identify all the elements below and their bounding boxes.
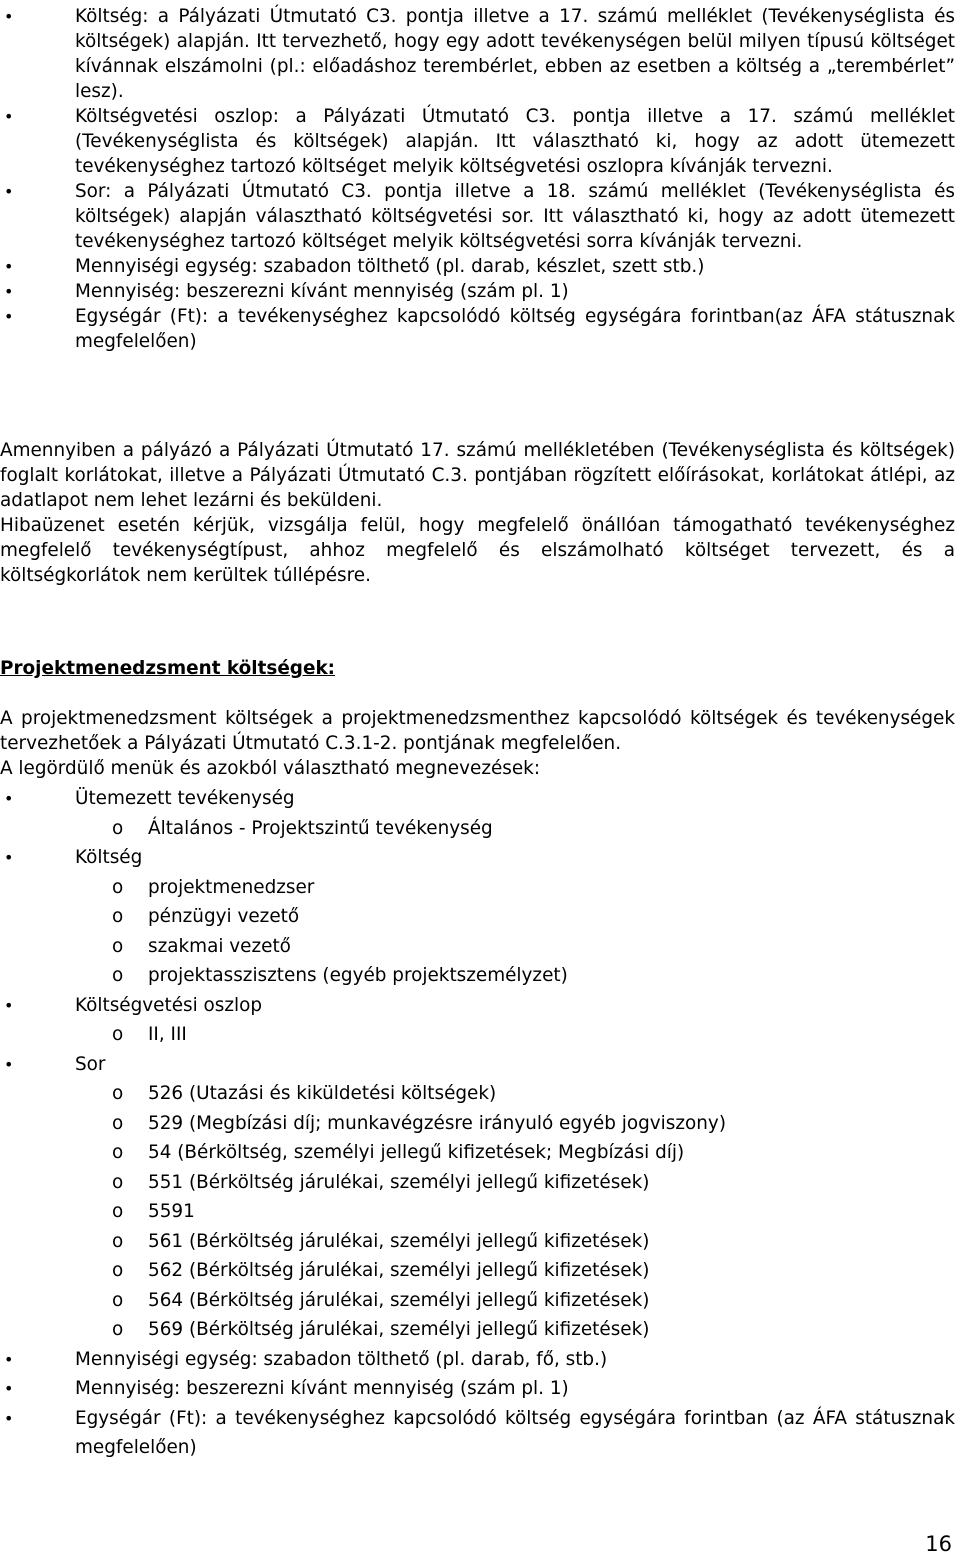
sub-bullet-icon: o [112, 1319, 124, 1340]
bullet-icon: • [4, 848, 14, 867]
menu-option-text: 561 (Bérköltség járulékai, személyi jellegű kifizetések) [148, 1230, 650, 1252]
bullet-icon: • [4, 7, 14, 26]
menu-group-koltsegvetesi-oszlop [0, 991, 955, 1021]
menu-option-text: 5591 [148, 1201, 195, 1222]
menu-option [0, 873, 960, 903]
bullet-text: Mennyiségi egység: szabadon tölthető (pl. darab, fő, stb.) [75, 1348, 608, 1370]
menu-option [0, 1020, 960, 1050]
sub-bullet-icon: o [112, 1201, 124, 1222]
bullet-text: Egységár (Ft): a tevékenységhez kapcsolódó költség egységára forintban (az ÁFA státusznak megfelelően) [75, 1407, 955, 1458]
menu-option [0, 1197, 960, 1227]
menu-option-text: projektasszisztens (egyéb projektszemélyzet) [148, 965, 568, 986]
menu-group-label: Költségvetési oszlop [75, 994, 263, 1016]
menu-option [0, 1286, 960, 1316]
top-bullet-list [0, 4, 960, 354]
menu-option-text: 526 (Utazási és kiküldetési költségek) [148, 1083, 497, 1104]
paragraph-dropdown-intro: A legördülő menük és azokból választható megnevezések: [0, 758, 541, 779]
bullet-icon: • [4, 307, 14, 326]
bullet-icon: • [4, 1379, 14, 1398]
sub-bullet-icon: o [112, 1171, 124, 1193]
bullet-item-mennyisegi-egyseg [0, 254, 955, 279]
bullet-item-koltseg [0, 4, 955, 104]
bullet-icon: • [4, 1349, 14, 1369]
menu-option [0, 1315, 960, 1345]
bullet-item-egysegar-2 [0, 1404, 955, 1463]
menu-group-label: Sor [75, 1053, 106, 1075]
bullet-icon: • [4, 107, 14, 126]
menu-option [0, 1109, 960, 1139]
menu-option [0, 814, 960, 844]
menu-option [0, 1138, 960, 1168]
bullet-text: Egységár (Ft): a tevékenységhez kapcsolódó költség egységára forintban(az ÁFA státusznak megfelelően) [75, 306, 955, 352]
bullet-item-mennyiseg-2 [0, 1374, 955, 1404]
paragraph-error-message: Hibaüzenet esetén kérjük, vizsgálja felül, hogy megfelelő önállóan támogatható tevékenységhez megfelelő tevékenységtípust, ahhoz megfelelő és elszámolható költséget tervezett, és a költségkorlátok nem kerültek túllépésre. [0, 515, 955, 586]
section-heading: Projektmenedzsment költségek: [0, 658, 336, 679]
sub-bullet-icon: o [112, 1024, 124, 1045]
menu-option-text: 564 (Bérköltség járulékai, személyi jellegű kifizetések) [148, 1289, 650, 1311]
menu-option [0, 902, 960, 932]
bullet-text: Költségvetési oszlop: a Pályázati Útmutató C3. pontja illetve a 17. számú melléklet (Tevékenységlista és költségek) alapján. Itt választható ki, hogy az adott ütemezett tevékenységhez tartozó költséget melyik költségvetési oszlopra kívánják tervezni. [75, 106, 955, 177]
bullet-icon: • [4, 257, 14, 276]
bullet-item-egysegar [0, 304, 955, 354]
page-number: 16 [925, 1532, 952, 1556]
menu-option-text: 529 (Megbízási díj; munkavégzésre irányuló egyéb jogviszony) [148, 1112, 726, 1134]
menu-option [0, 1079, 960, 1109]
menu-option [0, 1256, 960, 1286]
menu-group-sor [0, 1050, 955, 1080]
sub-bullet-icon: o [112, 1142, 124, 1163]
menu-option-text: II, III [148, 1024, 187, 1045]
menu-option-text: 54 (Bérköltség, személyi jellegű kifizetések; Megbízási díj) [148, 1142, 685, 1163]
bullet-icon: • [4, 789, 14, 808]
bullet-text: Mennyiségi egység: szabadon tölthető (pl. darab, készlet, szett stb.) [75, 256, 705, 277]
menu-group-koltseg [0, 843, 955, 873]
menu-option [0, 961, 960, 991]
bullet-text: Mennyiség: beszerezni kívánt mennyiség (szám pl. 1) [75, 281, 569, 302]
menu-option [0, 932, 960, 962]
sub-bullet-icon: o [112, 1083, 124, 1104]
bullet-icon: • [4, 995, 14, 1015]
menu-group-label: Ütemezett tevékenység [75, 788, 295, 809]
menu-group-utemezett [0, 784, 955, 814]
paragraph-limits: Amennyiben a pályázó a Pályázati Útmutató 17. számú mellékletében (Tevékenységlista és költségek) foglalt korlátokat, illetve a Pályázati Útmutató C.3. pontjában rögzített előírásokat, korlátokat átlépi, az adatlapot nem lehet lezárni és beküldeni. [0, 440, 955, 511]
menu-option-text: Általános - Projektszintű tevékenység [148, 817, 493, 839]
sub-bullet-icon: o [112, 935, 124, 957]
menu-option [0, 1227, 960, 1257]
sub-bullet-icon: o [112, 1112, 124, 1134]
menu-option [0, 1168, 960, 1198]
bullet-icon: • [4, 1054, 14, 1074]
bullet-text: Költség: a Pályázati Útmutató C3. pontja illetve a 17. számú melléklet (Tevékenységlista és költségek) alapján. Itt tervezhető, hogy egy adott tevékenységen belül milyen típusú költséget kívánnak elszámolni (pl.: előadáshoz terembérlet, ebben az esetben a költség a „terembérlet” lesz). [75, 6, 955, 102]
bullet-item-mennyiseg [0, 279, 955, 304]
bullet-icon: • [4, 1408, 14, 1428]
paragraph-projektmenedzsment: A projektmenedzsment költségek a projektmenedzsmenthez kapcsolódó költségek és tevékenységek tervezhetőek a Pályázati Útmutató C.3.1-2. pontjának megfelelően. [0, 708, 955, 754]
menu-option-text: 551 (Bérköltség járulékai, személyi jellegű kifizetések) [148, 1171, 650, 1193]
menu-option-text: 562 (Bérköltség járulékai, személyi jellegű kifizetések) [148, 1260, 650, 1281]
sub-bullet-icon: o [112, 1230, 124, 1252]
menu-option-text: 569 (Bérköltség járulékai, személyi jellegű kifizetések) [148, 1319, 650, 1340]
sub-bullet-icon: o [112, 876, 124, 898]
bullet-text: Mennyiség: beszerezni kívánt mennyiség (szám pl. 1) [75, 1378, 569, 1399]
menu-option-text: szakmai vezető [148, 935, 291, 957]
bullet-text: Sor: a Pályázati Útmutató C3. pontja illetve a 18. számú melléklet (Tevékenységlista és költségek) alapján választható költségvetési sor. Itt választható ki, hogy az adott ütemezett tevékenységhez tartozó költséget melyik költségvetési sorra kívánják tervezni. [75, 181, 955, 252]
bullet-item-mennyisegi-egyseg-2 [0, 1345, 955, 1375]
menu-group-label: Költség [75, 847, 143, 868]
bullet-icon: • [4, 282, 14, 301]
sub-bullet-icon: o [112, 1260, 124, 1281]
menu-group-list [0, 784, 960, 1463]
sub-bullet-icon: o [112, 906, 124, 927]
bullet-item-sor [0, 179, 955, 254]
bullet-item-koltsegvetesi-oszlop [0, 104, 955, 179]
sub-bullet-icon: o [112, 965, 124, 986]
menu-option-text: projektmenedzser [148, 876, 315, 898]
menu-option-text: pénzügyi vezető [148, 906, 300, 927]
bullet-icon: • [4, 182, 14, 201]
sub-bullet-icon: o [112, 817, 124, 839]
sub-bullet-icon: o [112, 1289, 124, 1311]
